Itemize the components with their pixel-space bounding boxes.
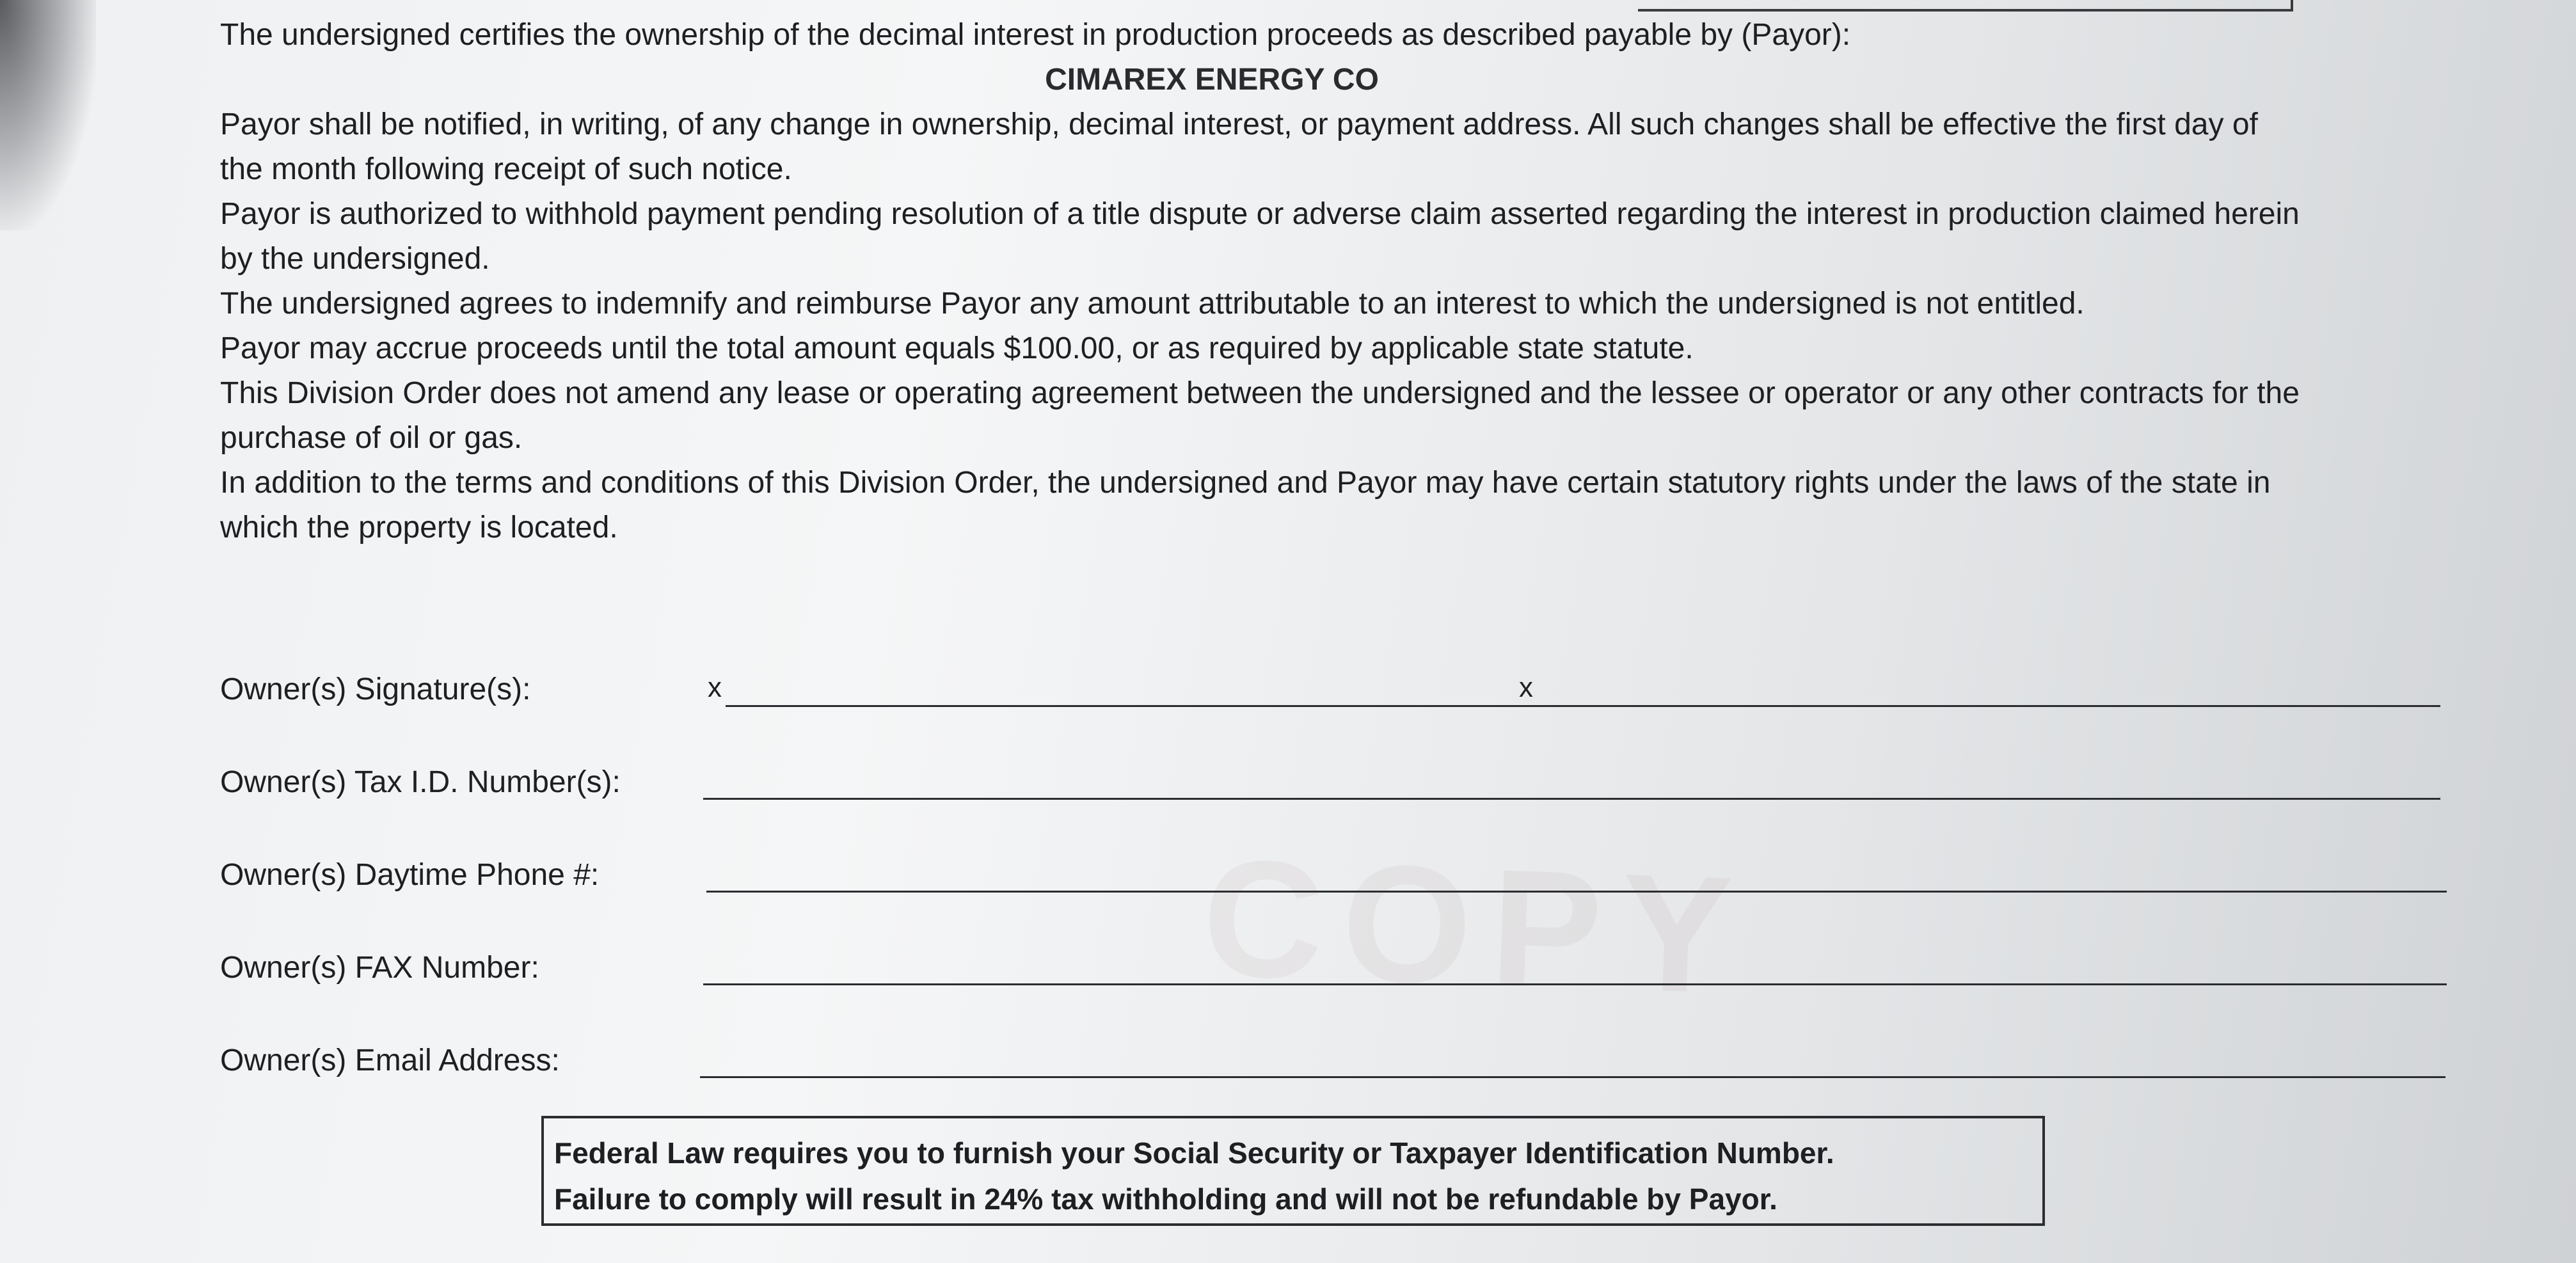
fax-row: [220, 950, 2268, 1001]
tax-id-line-1[interactable]: [703, 798, 1650, 800]
fax-line-2[interactable]: [1538, 983, 2447, 985]
tax-id-label: Owner(s) Tax I.D. Number(s):: [220, 765, 621, 799]
signature-mark-2: x: [1519, 672, 1533, 703]
page-shadow: [0, 0, 96, 230]
notice-line-1: Federal Law requires you to furnish your Social Security or Taxpayer Identification Number.: [554, 1136, 1834, 1170]
phone-line-2[interactable]: [1538, 891, 2447, 893]
federal-law-notice-box: [541, 1116, 2045, 1226]
fax-label: Owner(s) FAX Number:: [220, 951, 539, 985]
email-line-1[interactable]: [700, 1076, 1653, 1078]
amendment-paragraph: This Division Order does not amend any lease or operating agreement between the undersigned and the lessee or operator or any other contracts for the purchase of oil or gas.: [220, 376, 2300, 455]
terms-text: [220, 13, 2300, 550]
email-label: Owner(s) Email Address:: [220, 1044, 560, 1077]
tax-id-line-2[interactable]: [1532, 798, 2440, 800]
certification-paragraph: The undersigned certifies the ownership of the decimal interest in production proceeds as described payable by (Payor):: [220, 18, 1851, 52]
notice-line-2: Failure to comply will result in 24% tax withholding and will not be refundable by Payor.: [554, 1182, 1777, 1216]
email-row: [220, 1043, 2268, 1094]
signature-line-1[interactable]: [726, 705, 1647, 707]
copy-watermark: COPY: [1200, 825, 1754, 1029]
fax-line-1[interactable]: [703, 983, 1657, 985]
accrue-paragraph: Payor may accrue proceeds until the total amount equals $100.00, or as required by applicable state statute.: [220, 331, 1694, 365]
signature-mark-1: x: [708, 672, 722, 703]
signature-label: Owner(s) Signature(s):: [220, 672, 531, 706]
signature-row: [220, 672, 2268, 723]
phone-row: [220, 857, 2268, 909]
email-line-2[interactable]: [1537, 1076, 2445, 1078]
indemnify-paragraph: The undersigned agrees to indemnify and reimburse Payor any amount attributable to an interest to which the undersigned is not entitled.: [220, 287, 2085, 321]
payor-name: CIMAREX ENERGY CO: [1045, 63, 1379, 97]
notification-paragraph: Payor shall be notified, in writing, of any change in ownership, decimal interest, or payment address. All such changes shall be effective the first day of the month following receipt of such notice.: [220, 107, 2258, 186]
tax-id-row: [220, 765, 2268, 816]
signature-line-2[interactable]: [1538, 705, 2440, 707]
statutory-rights-paragraph: In addition to the terms and conditions of this Division Order, the undersigned and Payor may have certain statutory rights under the laws of the state in which the property is located.: [220, 466, 2271, 544]
phone-line-1[interactable]: [706, 891, 1655, 893]
phone-label: Owner(s) Daytime Phone #:: [220, 858, 600, 892]
withhold-paragraph: Payor is authorized to withhold payment pending resolution of a title dispute or adverse claim asserted regarding the interest in production claimed herein by the undersigned.: [220, 197, 2300, 276]
top-box-edge: [1638, 0, 2293, 12]
